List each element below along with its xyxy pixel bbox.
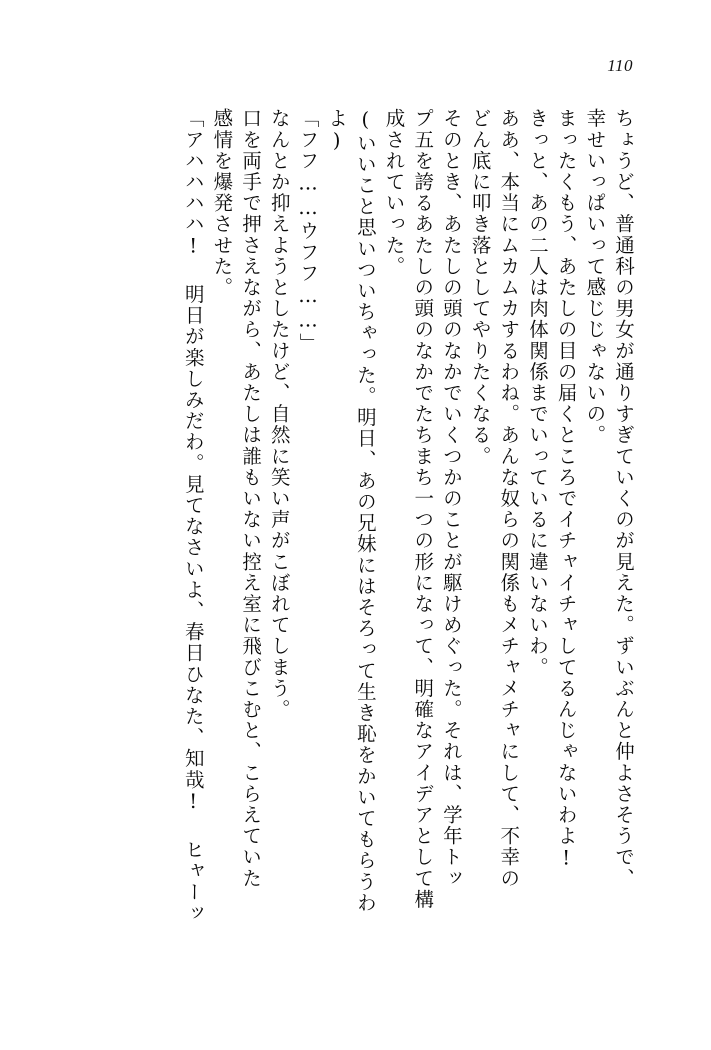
- text-column: まったくもう、あたしの目の届くところでイチャイチャしてるんじゃないわよ!: [554, 108, 578, 872]
- text-column: (いいこと思いついちゃった。明日、あの兄妹にはそろって生き恥をかいてもらうわ: [353, 108, 377, 914]
- text-column: ちょうど、普通科の男女が通りすぎていくのが見えた。ずいぶんと仲よさそうで、: [612, 108, 635, 889]
- text-column: ああ、本当にムカムカするわね。あんな奴らの関係もメチャメチャにして、不幸の: [497, 108, 521, 889]
- text-column: どん底に叩き落としてやりたくなる。: [468, 108, 492, 467]
- text-column: きっと、あの二人は肉体関係までいっているに違いないわ。: [525, 108, 549, 678]
- text-column: 感情を爆発させた。: [210, 108, 234, 298]
- text-column: プ五を誇るあたしの頭のなかでたちまち一つの形になって、明確なアイデアとして構: [411, 108, 435, 910]
- text-column: なんとか抑えようとしたけど、自然に笑い声がこぼれてしまう。: [267, 108, 291, 720]
- vertical-text-body: [73, 108, 633, 968]
- text-column: 幸せいっぱいって感じじゃないの。: [583, 108, 607, 446]
- text-column: 口を両手で押さえながら、あたしは誰もいない控え室に飛びこむと、こらえていた: [239, 108, 263, 889]
- text-column: 「アハハハハ! 明日が楽しみだわ。見てなさいよ、春日ひなた、知哉! ヒャーッ: [181, 108, 205, 924]
- page-number: 110: [607, 56, 633, 75]
- text-column: 「フフ……ウフフ……」: [296, 108, 320, 355]
- text-column: そのとき、あたしの頭のなかでいくつかのことが駆けめぐった。それは、学年トッ: [439, 108, 463, 889]
- text-column: よ): [325, 108, 349, 154]
- text-column: 成されていった。: [382, 108, 406, 277]
